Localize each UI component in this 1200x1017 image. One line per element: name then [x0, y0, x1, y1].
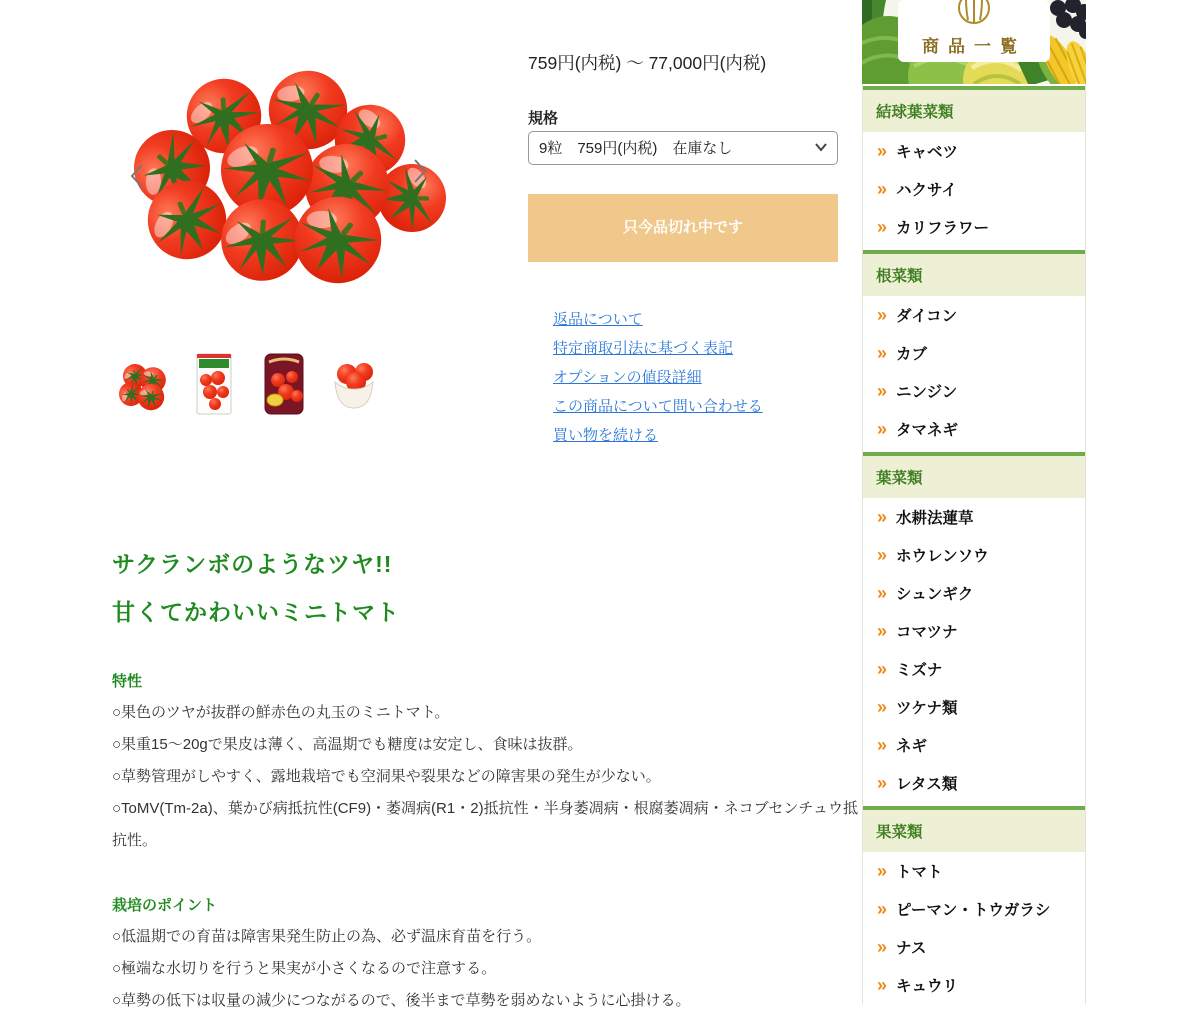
thumbnail-row — [113, 352, 385, 416]
double-chevron-icon: » — [877, 975, 886, 995]
cultivation-item: ○低温期での育苗は障害果発生防止の為、必ず温床育苗を行う。 — [112, 928, 542, 945]
sidebar-item-shungiku[interactable] — [863, 574, 1085, 612]
double-chevron-icon: » — [877, 419, 886, 439]
feature-item: ○果色のツヤが抜群の鮮赤色の丸玉のミニトマト。 — [112, 704, 450, 721]
double-chevron-icon: » — [877, 697, 886, 717]
category-header: 果菜類 — [863, 806, 1085, 852]
sidebar-item-onion[interactable] — [863, 410, 1085, 448]
features-list — [112, 697, 860, 857]
sidebar-item-label: ピーマン・トウガラシ — [896, 902, 1051, 919]
double-chevron-icon: » — [877, 343, 886, 363]
sidebar-item-tsukena[interactable] — [863, 688, 1085, 726]
double-chevron-icon: » — [877, 937, 886, 957]
sidebar-item-label: タマネギ — [896, 422, 959, 439]
thumbnail-seed-packet[interactable] — [183, 352, 245, 416]
spec-select[interactable] — [528, 131, 838, 165]
features-title: 特性 — [112, 673, 143, 690]
double-chevron-icon: » — [877, 621, 886, 641]
double-chevron-icon: » — [877, 381, 886, 401]
sidebar-item-tomato[interactable] — [863, 852, 1085, 890]
sidebar-section-head-leaf — [863, 86, 1085, 246]
link-continue-shopping[interactable]: 買い物を続ける — [553, 427, 659, 444]
sidebar-section-leaf-veg — [863, 452, 1085, 802]
catch-copy-line2: 甘くてかわいいミニトマト — [112, 599, 400, 625]
category-sidebar — [862, 0, 1086, 1008]
spec-select-wrap — [528, 131, 838, 165]
sidebar-item-eggplant[interactable] — [863, 928, 1085, 966]
sidebar-item-label: ホウレンソウ — [896, 548, 989, 565]
double-chevron-icon: » — [877, 659, 886, 679]
double-chevron-icon: » — [877, 899, 886, 919]
link-commerce-law[interactable]: 特定商取引法に基づく表記 — [553, 340, 734, 357]
sidebar-category-list — [862, 84, 1086, 1004]
catch-copy-line1: サクランボのようなツヤ!! — [112, 551, 393, 577]
cultivation-item: ○極端な水切りを行うと果実が小さくなるので注意する。 — [112, 960, 497, 977]
sidebar-item-label: ナス — [896, 940, 927, 957]
sidebar-item-label: ハクサイ — [896, 182, 957, 199]
sidebar-item-label: ネギ — [896, 738, 928, 755]
feature-item: ○ToMV(Tm-2a)、葉かび病抵抗性(CF9)・萎凋病(R1・2)抵抗性・半身萎凋病・根腐萎凋病・ネコブセンチュウ抵抗性。 — [112, 800, 858, 849]
sidebar-item-label: ミズナ — [896, 662, 943, 679]
price-range: 759円(内税) ～ 77,000円(内税) — [528, 53, 767, 73]
product-main-image — [112, 58, 460, 296]
spec-label: 規格 — [528, 110, 559, 127]
double-chevron-icon: » — [877, 773, 886, 793]
sidebar-item-label: シュンギク — [896, 586, 974, 603]
category-header: 葉菜類 — [863, 452, 1085, 498]
sidebar-item-label: 水耕法蓮草 — [896, 510, 974, 527]
sidebar-item-carrot[interactable] — [863, 372, 1085, 410]
sidebar-item-label: キャベツ — [896, 144, 959, 161]
double-chevron-icon: » — [877, 735, 886, 755]
sidebar-item-daikon[interactable] — [863, 296, 1085, 334]
cultivation-title: 栽培のポイント — [112, 897, 218, 914]
prev-image-arrow-icon[interactable] — [129, 163, 145, 189]
soldout-button[interactable]: 只今品切れ中です — [528, 194, 838, 262]
sidebar-item-label: コマツナ — [896, 624, 958, 641]
thumbnail-tomato-cluster[interactable] — [113, 352, 175, 416]
sidebar-item-pepper[interactable] — [863, 890, 1085, 928]
sidebar-item-cucumber[interactable] — [863, 966, 1085, 1004]
double-chevron-icon: » — [877, 861, 886, 881]
thumbnail-seed-packet-premium[interactable] — [253, 352, 315, 416]
double-chevron-icon: » — [877, 179, 886, 199]
sidebar-item-hakusai[interactable] — [863, 170, 1085, 208]
sidebar-item-label: カブ — [896, 346, 928, 363]
sidebar-item-spinach[interactable] — [863, 536, 1085, 574]
sidebar-item-label: ダイコン — [896, 308, 958, 325]
cultivation-list — [112, 921, 860, 1017]
double-chevron-icon: » — [877, 583, 886, 603]
double-chevron-icon: » — [877, 217, 886, 237]
thumbnail-tomatoes-in-bowl[interactable] — [323, 352, 385, 416]
link-option-prices[interactable]: オプションの値段詳細 — [553, 369, 702, 386]
feature-item: ○草勢管理がしやすく、露地栽培でも空洞果や裂果などの障害果の発生が少ない。 — [112, 768, 661, 785]
sidebar-item-mizuna[interactable] — [863, 650, 1085, 688]
sidebar-item-negi[interactable] — [863, 726, 1085, 764]
sidebar-section-root-veg — [863, 250, 1085, 448]
link-product-inquiry[interactable]: この商品について問い合わせる — [553, 398, 763, 415]
double-chevron-icon: » — [877, 141, 886, 161]
sidebar-item-label: ツケナ類 — [896, 700, 958, 717]
next-image-arrow-icon[interactable] — [412, 158, 428, 184]
sidebar-item-cauliflower[interactable] — [863, 208, 1085, 246]
sidebar-item-lettuce[interactable] — [863, 764, 1085, 802]
sidebar-section-fruit-veg — [863, 806, 1085, 1004]
sidebar-item-label: トマト — [896, 864, 943, 881]
double-chevron-icon: » — [877, 507, 886, 527]
category-header: 結球葉菜類 — [863, 86, 1085, 132]
product-list-banner — [862, 0, 1086, 84]
link-returns[interactable]: 返品について — [553, 311, 643, 328]
sidebar-item-cabbage[interactable] — [863, 132, 1085, 170]
sidebar-item-komatsuna[interactable] — [863, 612, 1085, 650]
double-chevron-icon: » — [877, 305, 886, 325]
sidebar-item-kabu[interactable] — [863, 334, 1085, 372]
cultivation-item: ○草勢の低下は収量の減少につながるので、後半まで草勢を弱めないように心掛ける。 — [112, 992, 691, 1009]
product-list-title: 商品一覧 — [922, 37, 1026, 56]
sidebar-item-label: ニンジン — [896, 384, 958, 401]
sidebar-item-label: レタス類 — [896, 776, 958, 793]
double-chevron-icon: » — [877, 545, 886, 565]
product-links — [553, 305, 763, 450]
category-header: 根菜類 — [863, 250, 1085, 296]
sidebar-item-label: キュウリ — [896, 978, 959, 995]
sidebar-item-hydroponic-spinach[interactable] — [863, 498, 1085, 536]
sidebar-item-label: カリフラワー — [896, 220, 990, 237]
feature-item: ○果重15～20gで果皮は薄く、高温期でも糖度は安定し、食味は抜群。 — [112, 736, 583, 753]
